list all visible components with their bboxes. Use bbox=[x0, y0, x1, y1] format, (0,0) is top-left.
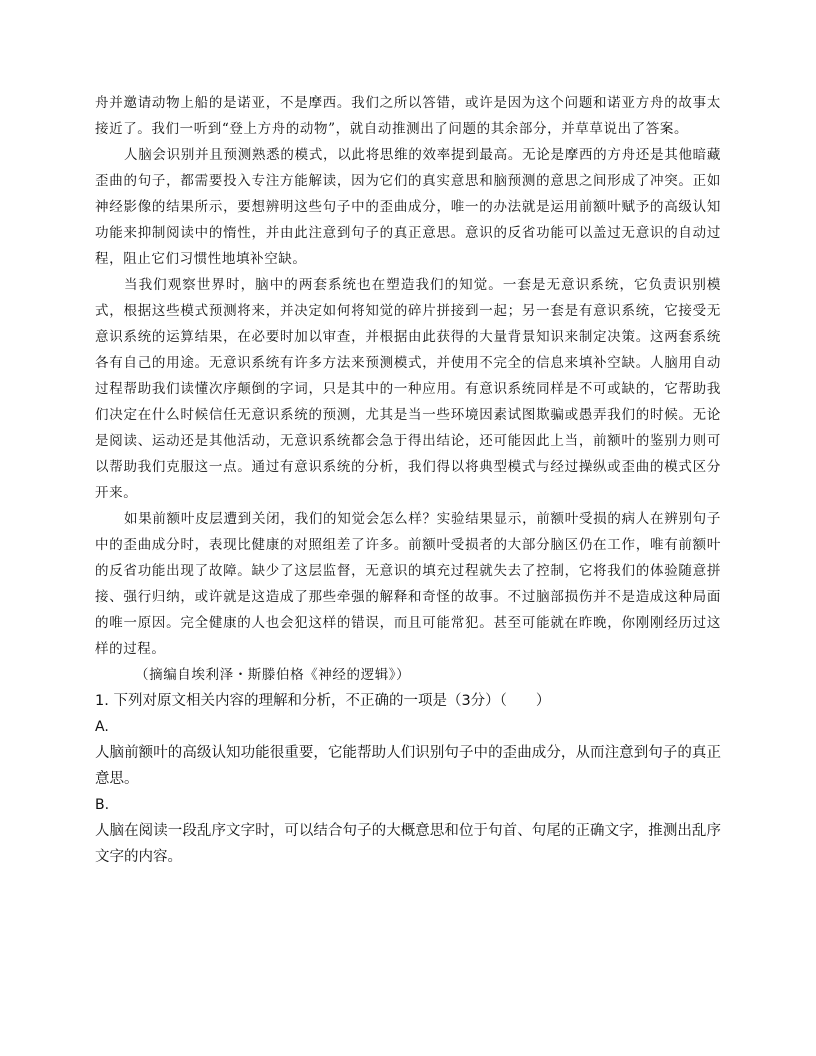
document-page bbox=[95, 90, 721, 870]
passage-paragraph-4: 如果前额叶皮层遭到关闭，我们的知觉会怎么样？实验结果显示，前额叶受损的病人在辨别句子中的歪曲成分时，表现比健康的对照组差了许多。前额叶受损者的大部分脑区仍在工作，唯有前额叶的反省功能出现了故障。缺少了这层监督，无意识的填充过程就失去了控制，它将我们的体验随意拼接、强行归纳，或许就是这造成了那些牵强的解释和奇怪的故事。不过脑部损伤并不是造成这种局面的唯一原因。完全健康的人也会犯这样的错误，而且可能常犯。甚至可能就在昨晚，你刚刚经历过这样的过程。 bbox=[95, 511, 721, 657]
option-letter: A. bbox=[95, 719, 109, 735]
passage-paragraph-2: 人脑会识别并且预测熟悉的模式，以此将思维的效率提到最高。无论是摩西的方舟还是其他暗藏歪曲的句子，都需要投入专注方能解读，因为它们的真实意思和脑预测的意思之间形成了冲突。正如神经影像的结果所示，要想辨明这些句子中的歪曲成分，唯一的办法就是运用前额叶赋予的高级认知功能来抑制阅读中的惰性，并由此注意到句子的真正意思。意识的反省功能可以盖过无意识的自动过程，阻止它们习惯性地填补空缺。 bbox=[95, 147, 721, 267]
question-stem: 1. 下列对原文相关内容的理解和分析，不正确的一项是（3分）（ ） bbox=[95, 693, 551, 709]
passage-paragraph-1: 舟并邀请动物上船的是诺亚，不是摩西。我们之所以答错，或许是因为这个问题和诺亚方舟的故事太接近了。我们一听到“登上方舟的动物”，就自动推测出了问题的其余部分，并草草说出了答案。 bbox=[95, 95, 721, 137]
passage-paragraph-3: 当我们观察世界时，脑中的两套系统也在塑造我们的知觉。一套是无意识系统，它负责识别模式，根据这些模式预测将来，并决定如何将知觉的碎片拼接到一起；另一套是有意识系统，它接受无意识系统的运算结果，在必要时加以审查，并根据由此获得的大量背景知识来制定决策。这两套系统各有自己的用途。无意识系统有许多方法来预测模式，并使用不完全的信息来填补空缺。人脑用自动过程帮助我们读懂次序颠倒的字词，只是其中的一种应用。有意识系统同样是不可或缺的，它帮助我们决定在什么时候信任无意识系统的预测，尤其是当一些环境因素试图欺骗或愚弄我们的时候。无论是阅读、运动还是其他活动，无意识系统都会急于得出结论，还可能因此上当，前额叶的鉴别力则可以帮助我们克服这一点。通过有意识系统的分析，我们得以将典型模式与经过操纵或歪曲的模式区分开来。 bbox=[95, 277, 721, 501]
option-text: 人脑前额叶的高级认知功能很重要，它能帮助人们识别句子中的歪曲成分，从而注意到句子的真正意思。 bbox=[95, 745, 721, 787]
option-letter: B. bbox=[95, 797, 110, 813]
question-block bbox=[95, 688, 721, 870]
passage-source: （摘编自埃利泽・斯滕伯格《神经的逻辑》） bbox=[135, 667, 411, 683]
option-text: 人脑在阅读一段乱序文字时，可以结合句子的大概意思和位于句首、句尾的正确文字，推测出乱序文字的内容。 bbox=[95, 823, 721, 865]
option-b[interactable] bbox=[95, 792, 721, 870]
option-a[interactable] bbox=[95, 714, 721, 792]
